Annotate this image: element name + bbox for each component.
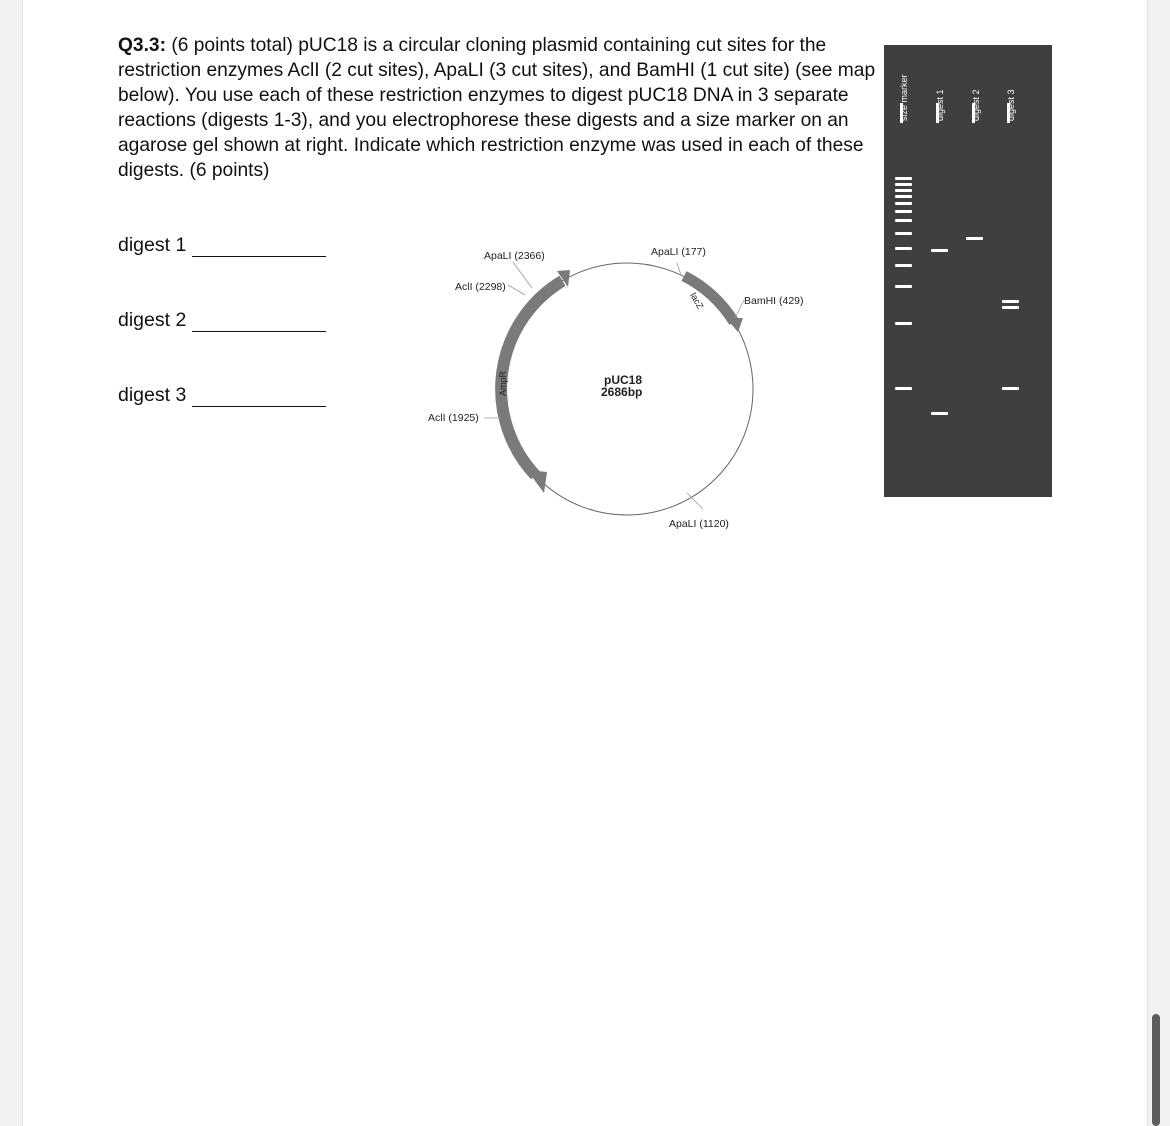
lane-label-digest-3: digest 3 (1006, 89, 1016, 121)
plasmid-map (420, 232, 840, 542)
lacz-arrowhead (726, 318, 743, 332)
agarose-gel (884, 45, 1052, 497)
site-label-acli-2298: AclI (2298) (455, 281, 506, 293)
site-label-apali-1120: ApaLI (1120) (669, 518, 729, 530)
question-label: Q3.3: (118, 35, 166, 56)
ampr-label: AmpR (498, 370, 508, 396)
digest-2-label: digest 2 (118, 309, 187, 331)
gel-image (884, 45, 1052, 497)
vertical-scrollbar[interactable] (1152, 1014, 1160, 1126)
digest-1-bands (931, 249, 948, 415)
digest-1-blank[interactable] (192, 242, 326, 257)
digest-1-label: digest 1 (118, 234, 187, 256)
site-label-apali-177: ApaLI (177) (651, 246, 706, 258)
site-label-acli-1925: AclI (1925) (428, 412, 479, 424)
lane-label-digest-1: digest 1 (935, 89, 945, 121)
answer-row-digest-3 (118, 384, 326, 407)
lane-label-digest-2: digest 2 (971, 89, 981, 121)
ampr-arrow (501, 281, 562, 476)
question-body: (6 points total) pUC18 is a circular cloning plasmid containing cut sites for the restriction enzymes AclI (2 cut sites), ApaLI (3 cut sites), and BamHI (1 cut site) (see map below). You use each of these restriction enzymes to digest pUC18 DNA in 3 separate reactions (digests 1-3), and you electrophorese these digests and a size marker on an agarose gel shown at right. Indicate which restriction enzyme was used in each of these digests. (6 points) (118, 35, 876, 181)
question-text (118, 33, 878, 183)
ampr-arrowhead (527, 470, 547, 493)
digest-2-blank[interactable] (192, 317, 326, 332)
plasmid-name: pUC18 (604, 373, 643, 387)
size-marker-bands (895, 177, 912, 390)
answer-row-digest-2 (118, 309, 326, 332)
answer-row-digest-1 (118, 234, 326, 257)
site-label-bamhi-429: BamHI (429) (744, 295, 804, 307)
plasmid-size: 2686bp (601, 385, 643, 399)
digest-3-blank[interactable] (192, 392, 326, 407)
digest-3-bands (1002, 300, 1019, 390)
digest-2-bands (966, 237, 983, 240)
site-label-apali-2366: ApaLI (2366) (484, 250, 545, 262)
lacz-label: lacZ (688, 291, 706, 311)
digest-3-label: digest 3 (118, 384, 187, 406)
lane-label-size-marker: size marker (899, 74, 909, 121)
